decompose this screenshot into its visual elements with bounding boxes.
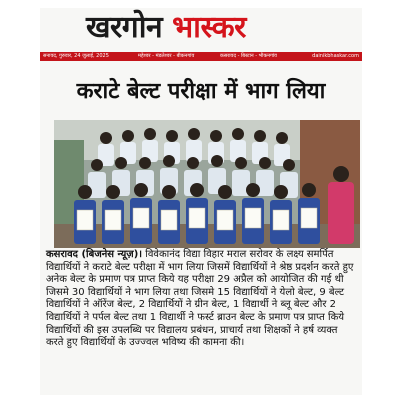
newspaper-title — [86, 10, 246, 46]
title-part-bhaskar: भास्कर — [172, 10, 246, 45]
article-dateline: कसरावद (बिजनेस न्यूज़)। — [46, 249, 143, 260]
edition-website: dainikbhaskar.com — [312, 53, 359, 59]
edition-strip — [40, 52, 362, 61]
article-paragraph-2: विद्यार्थियों की इस उपलब्धि पर विद्यालय प्रबंधन, प्राचार्य तथा शिक्षकों ने हर्ष व्यक्त करते हुए विद्यार्थियों के उज्ज्वल भविष्य की कामना की। — [46, 324, 338, 349]
group-photo — [54, 120, 360, 248]
newspaper-clipping — [40, 8, 362, 395]
title-part-khargone: खरगोन — [86, 10, 163, 45]
article-headline: कराटे बेल्ट परीक्षा में भाग लिया — [76, 79, 326, 104]
article-body-text: विवेकानंद विद्या विहार मराल सरोवर के लक्ष्य समर्पित विद्यार्थियों ने कराटे बेल्ट परीक्षा में भाग लिया जिसमें विद्यार्थियों ने श्रेष्ठ प्रदर्शन करते हुए अनेक बेल्ट के प्रमाण पत्र प्राप्त किये यह परीक्षा 29 अप्रैल को आयोजित की गई थी जिसमे 30 विद्यार्थियों ने भाग लिया तथा जिसमे 15 विद्यार्थियों ने येलो बेल्ट, 9 बेल्ट विद्यार्थियों ने ऑरेंज बेल्ट, 2 विद्यार्थियों ने ग्रीन बेल्ट, 1 विद्यार्थी ने ब्लू बेल्ट और 2 विद्यार्थियों ने पर्पल बेल्ट तथा 1 विद्यार्थी ने फर्स्ट ब्राउन बेल्ट के प्रमाण पत्र प्राप्त किये — [46, 249, 354, 323]
edition-towns: कसरावद - बिस्टान - भीकनगांव — [220, 53, 277, 59]
masthead — [40, 8, 362, 50]
edition-date: सनावद, गुरुवार, 24 जुलाई, 2025 — [43, 53, 109, 59]
edition-cities: महेश्वर - मंडलेश्वर - बीकनगांव — [138, 53, 195, 59]
article-body — [46, 249, 358, 350]
article-paragraph-1 — [46, 249, 358, 325]
